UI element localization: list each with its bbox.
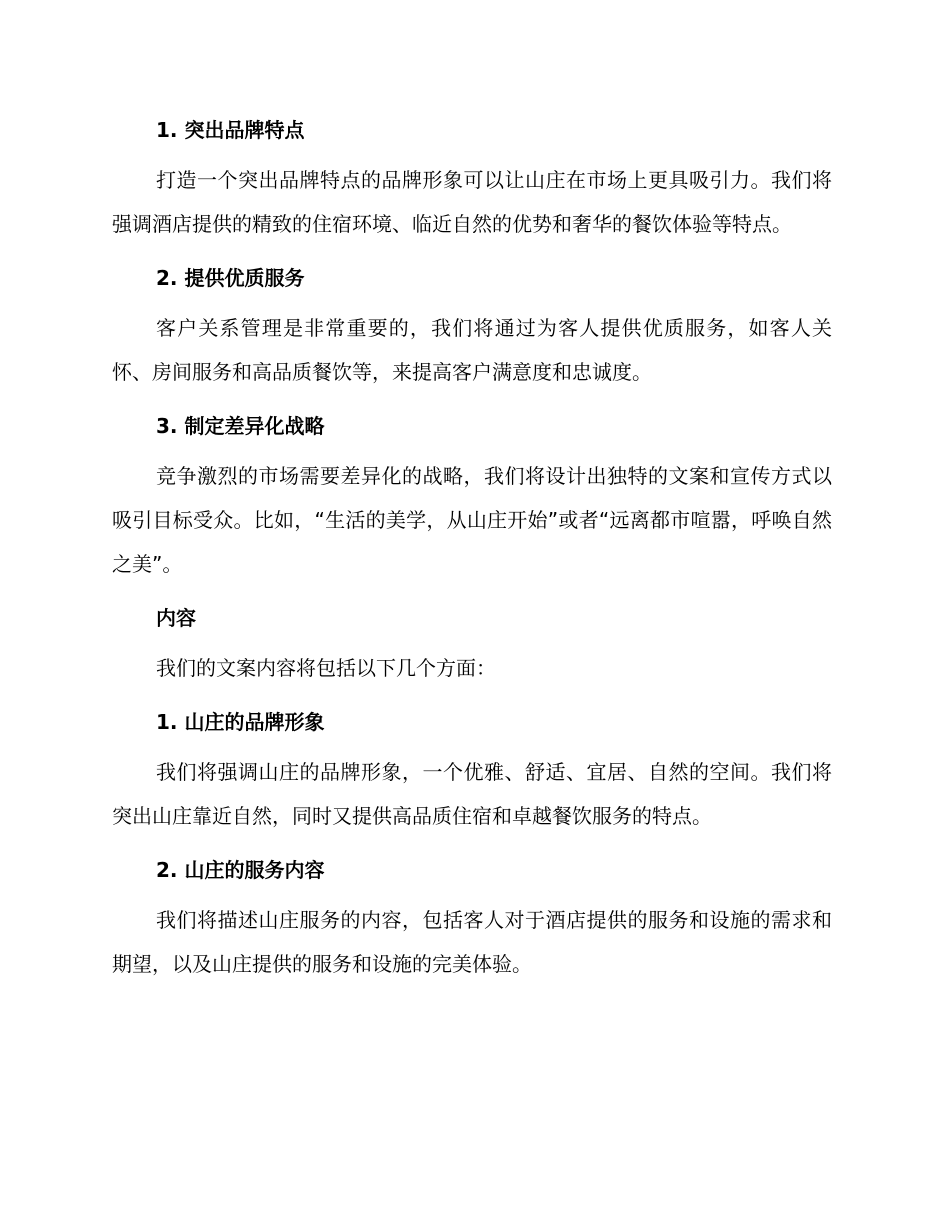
- section-heading-service-content: 2. 山庄的服务内容: [156, 858, 325, 882]
- paragraph-brand-image: 我们将强调山庄的品牌形象，一个优雅、舒适、宜居、自然的空间。我们将突出山庄靠近自然，同时又提供高品质住宿和卓越餐饮服务的特点。: [112, 760, 832, 828]
- section-heading-brand-image: 1. 山庄的品牌形象: [156, 710, 325, 734]
- section-heading-brand-features: 1. 突出品牌特点: [156, 118, 305, 142]
- paragraph-service-content: 我们将描述山庄服务的内容，包括客人对于酒店提供的服务和设施的需求和期望，以及山庄提供的服务和设施的完美体验。: [112, 908, 832, 976]
- section-heading-content: 内容: [156, 606, 196, 630]
- paragraph-content-intro: 我们的文案内容将包括以下几个方面：: [156, 656, 496, 680]
- section-heading-quality-service: 2. 提供优质服务: [156, 266, 305, 290]
- paragraph-brand-features: 打造一个突出品牌特点的品牌形象可以让山庄在市场上更具吸引力。我们将强调酒店提供的精致的住宿环境、临近自然的优势和奢华的餐饮体验等特点。: [112, 168, 832, 236]
- paragraph-quality-service: 客户关系管理是非常重要的，我们将通过为客人提供优质服务，如客人关怀、房间服务和高品质餐饮等，来提高客户满意度和忠诚度。: [112, 316, 832, 384]
- document-body: [112, 108, 832, 986]
- paragraph-differentiation: 竞争激烈的市场需要差异化的战略，我们将设计出独特的文案和宣传方式以吸引目标受众。比如，“生活的美学，从山庄开始”或者“远离都市喧嚣，呼唤自然之美”。: [112, 464, 832, 576]
- section-heading-differentiation: 3. 制定差异化战略: [156, 414, 325, 438]
